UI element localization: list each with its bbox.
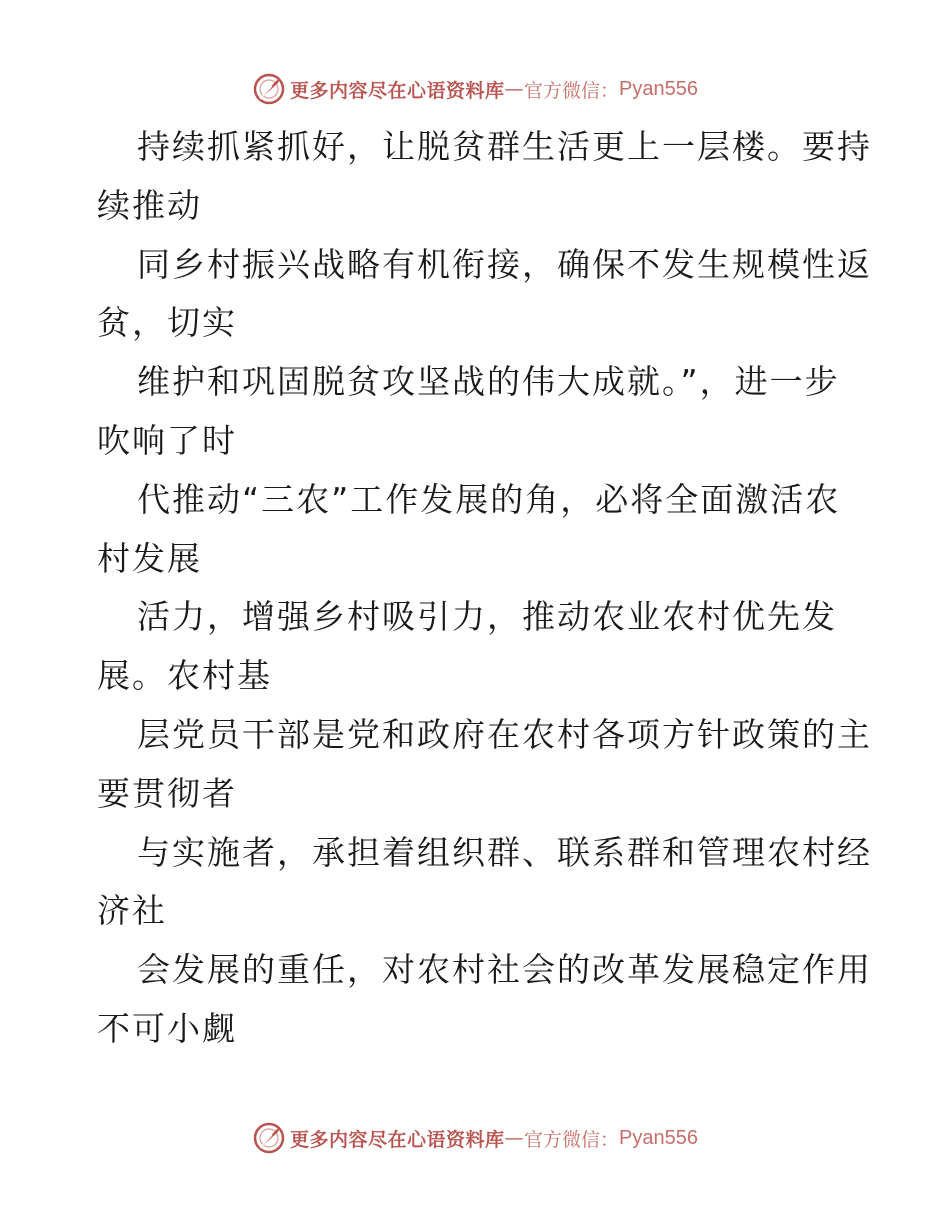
- banner-wechat-id: Pyan556: [619, 77, 698, 100]
- banner-wechat-label: 官方微信：: [524, 79, 620, 102]
- body-line: 要贯彻者: [97, 773, 237, 813]
- body-line: 持续抓紧抓好，让脱贫群生活更上一层楼。要持: [137, 127, 872, 166]
- body-line: 代推动“三农”工作发展的角，必将全面激活农: [137, 479, 841, 519]
- header-banner: [0, 72, 950, 106]
- body-line: 同乡村振兴战略有机衔接，确保不发生规模性返: [137, 244, 872, 284]
- banner-wechat-label: 官方微信：: [524, 1128, 620, 1151]
- body-line: 活力，增强乡村吸引力，推动农业农村优先发: [137, 597, 837, 637]
- quill-seal-icon: [252, 72, 286, 106]
- body-line: 展。农村基: [97, 656, 272, 696]
- banner-brand-text: 更多内容尽在心语资料库: [290, 79, 505, 102]
- banner-dash: —: [504, 78, 525, 100]
- quill-seal-icon: [252, 1121, 286, 1155]
- body-line: 济社: [97, 891, 167, 931]
- body-line: 与实施者，承担着组织群、联系群和管理农村经: [137, 832, 872, 872]
- footer-banner: [0, 1121, 950, 1155]
- body-line: 续推动: [97, 185, 202, 225]
- document-body: [97, 118, 872, 1059]
- body-line: 吹响了时: [97, 420, 237, 460]
- body-line: 不可小觑: [97, 1008, 237, 1048]
- banner-dash: —: [504, 1127, 525, 1149]
- body-line: 层党员干部是党和政府在农村各项方针政策的主: [137, 714, 872, 754]
- banner-brand-text: 更多内容尽在心语资料库: [290, 1128, 505, 1151]
- body-line: 维护和巩固脱贫攻坚战的伟大成就。”，进一步: [137, 362, 840, 402]
- banner-wechat-id: Pyan556: [619, 1126, 698, 1149]
- body-line: 村发展: [97, 538, 202, 578]
- body-line: 贫，切实: [97, 303, 237, 343]
- body-line: 会发展的重任，对农村社会的改革发展稳定作用: [137, 950, 872, 990]
